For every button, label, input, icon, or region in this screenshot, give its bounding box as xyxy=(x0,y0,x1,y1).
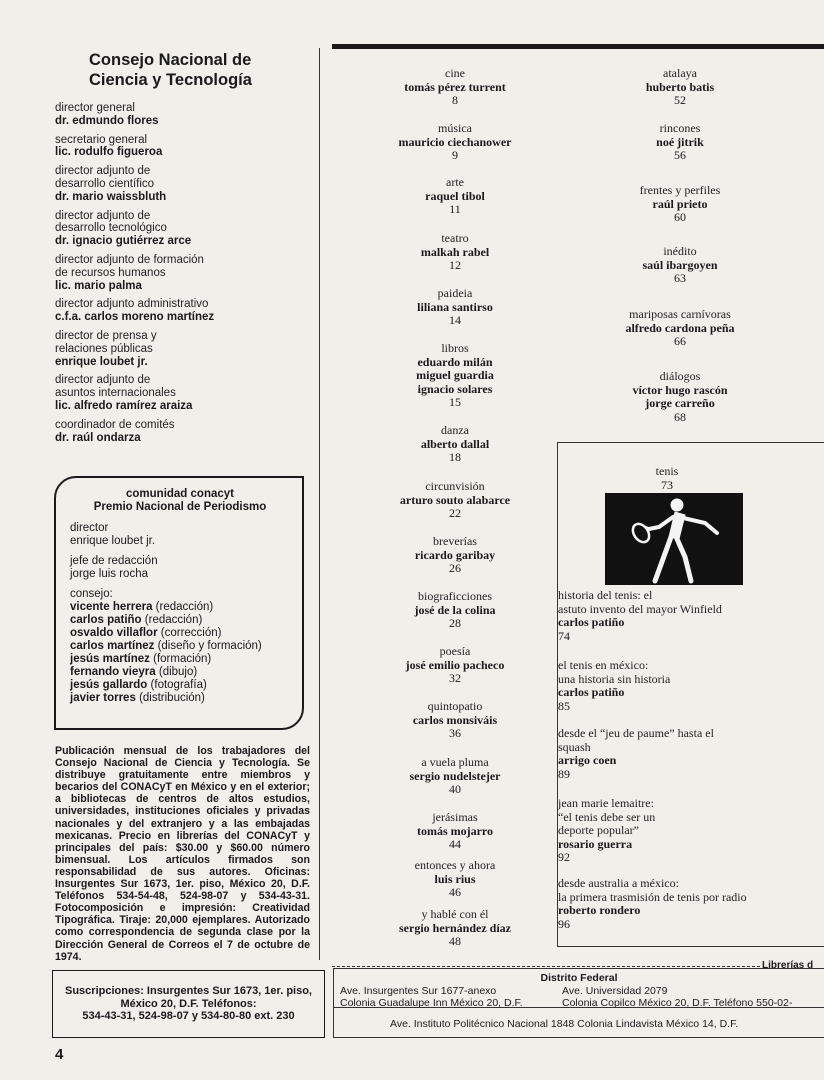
toc-page: 48 xyxy=(449,934,461,948)
article-title-line: astuto invento del mayor Winfield xyxy=(558,601,722,616)
toc-section: breverías xyxy=(433,534,477,548)
toc-author: raúl prieto xyxy=(652,196,708,211)
toc-section: biograficciones xyxy=(418,589,492,603)
bookstore-address-3: Ave. Universidad 2079 xyxy=(562,985,668,997)
toc-entry xyxy=(595,122,765,163)
board-member-name: vicente herrera xyxy=(70,601,153,613)
toc-section: circunvisión xyxy=(425,479,485,493)
board-member-role: (diseño y formación) xyxy=(157,640,262,652)
article-page: 89 xyxy=(558,766,570,781)
toc-author: jorge carreño xyxy=(645,396,715,410)
article-title-line: la primera trasmisión de tenis por radio xyxy=(558,889,747,904)
board-label: consejo: xyxy=(70,588,113,600)
toc-section: quintopatio xyxy=(427,699,483,713)
board-member xyxy=(70,640,290,653)
bookstores-dash xyxy=(332,966,760,967)
article-title-line: desde australia a méxico: xyxy=(558,876,679,890)
staff-entry xyxy=(55,298,315,324)
staff-role: director de prensa y xyxy=(55,329,157,342)
section-name: tenis xyxy=(655,464,679,478)
article-author: arrigo coen xyxy=(558,753,617,767)
toc-section: danza xyxy=(441,423,469,437)
toc-page: 66 xyxy=(674,334,686,348)
staff-entry xyxy=(55,374,315,412)
toc-author: arturo souto alabarce xyxy=(399,492,511,507)
toc-section: entonces y ahora xyxy=(414,858,496,872)
org-name-line2: Ciencia y Tecnología xyxy=(89,71,252,89)
toc-entry xyxy=(360,908,550,949)
toc-author: josé de la colina xyxy=(414,602,496,617)
toc-page: 56 xyxy=(674,148,686,162)
article-author: roberto rondero xyxy=(558,903,641,917)
article-author: carlos patiño xyxy=(558,615,625,629)
toc-section: atalaya xyxy=(663,66,697,80)
board-member-name: carlos martínez xyxy=(70,640,155,652)
toc-author: miguel guardia xyxy=(416,368,494,382)
staff-name: enrique loubet jr. xyxy=(55,355,148,368)
toc-entry xyxy=(360,287,550,328)
toc-entry xyxy=(360,232,550,273)
director-group xyxy=(70,522,290,548)
toc-author: alberto dallal xyxy=(420,436,490,451)
board-member-name: osvaldo villaflor xyxy=(70,627,158,639)
staff-name: dr. raúl ondarza xyxy=(55,431,141,444)
bookstore-address-1: Ave. Insurgentes Sur 1677-anexo xyxy=(340,985,497,997)
toc-entry xyxy=(360,859,550,900)
toc-page: 44 xyxy=(449,837,461,851)
staff-name: lic. alfredo ramírez araiza xyxy=(55,399,193,412)
toc-section: cine xyxy=(445,66,465,80)
board-member-role: (redacción) xyxy=(144,614,203,626)
staff-role: asuntos internacionales xyxy=(55,387,176,400)
staff-role: director general xyxy=(55,102,135,114)
board-group xyxy=(70,588,290,705)
staff-list xyxy=(55,102,315,444)
toc-page: 15 xyxy=(449,395,461,409)
board-member xyxy=(70,692,290,705)
toc-entry xyxy=(360,645,550,686)
toc-page: 32 xyxy=(449,671,461,685)
toc-entry xyxy=(360,535,550,576)
board-member-role: (dibujo) xyxy=(158,666,198,678)
toc-author: ignacio solares xyxy=(417,381,493,396)
toc-entry xyxy=(360,811,550,852)
conacyt-credits-box xyxy=(54,476,304,730)
box-heading-line2: Premio Nacional de Periodismo xyxy=(93,501,267,513)
toc-section: inédito xyxy=(663,244,697,258)
tennis-player-icon xyxy=(605,493,743,585)
toc-page: 14 xyxy=(449,313,461,327)
article-title-line: una historia sin historia xyxy=(558,671,671,686)
board-member xyxy=(70,627,290,640)
toc-author: tomás mojarro xyxy=(416,823,494,838)
article-title-line: el tenis en méxico: xyxy=(558,658,649,672)
board-member xyxy=(70,653,290,666)
article-title-line: historia del tenis: el xyxy=(558,588,653,602)
editor-name: jorge luis rocha xyxy=(70,568,148,580)
toc-section: a vuela pluma xyxy=(421,755,489,769)
board-member-name: carlos patiño xyxy=(70,614,142,626)
staff-role: director adjunto de formación xyxy=(55,253,204,266)
subscriptions-line1: Suscripciones: Insurgentes Sur 1673, 1er. piso, xyxy=(65,985,312,997)
article-page: 85 xyxy=(558,698,570,713)
masthead xyxy=(55,50,315,450)
staff-name: c.f.a. carlos moreno martínez xyxy=(55,311,215,324)
toc-section: libros xyxy=(441,341,469,355)
board-member-name: fernando vieyra xyxy=(70,666,156,678)
staff-entry xyxy=(55,254,315,292)
toc-entry xyxy=(595,308,765,349)
tennis-feature-box xyxy=(557,442,824,947)
bookstore-address-2: Colonia Guadalupe Inn México 20, D.F. xyxy=(340,997,523,1009)
toc-author: carlos monsiváis xyxy=(412,712,498,727)
article-page: 96 xyxy=(558,916,570,931)
org-name-line1: Consejo Nacional de xyxy=(89,51,252,69)
bookstore-address-4: Colonia Copilco México 20, D.F. Teléfono 550-02- xyxy=(562,997,793,1009)
toc-author: luis rius xyxy=(434,871,476,886)
staff-entry xyxy=(55,134,315,160)
bookstores-box xyxy=(333,968,824,1038)
toc-page: 11 xyxy=(449,202,461,216)
staff-name: lic. rodulfo figueroa xyxy=(55,146,163,159)
article-author: carlos patiño xyxy=(558,685,625,699)
bookstores-rule xyxy=(334,1007,824,1008)
bookstores-region: Distrito Federal xyxy=(540,972,618,984)
toc-entry xyxy=(360,590,550,631)
toc-page: 60 xyxy=(674,210,686,224)
tennis-player-photo xyxy=(605,493,743,585)
toc-section: paideia xyxy=(437,286,473,300)
article-author: rosario guerra xyxy=(558,836,633,851)
toc-page: 46 xyxy=(449,885,461,899)
board-member xyxy=(70,679,290,692)
toc-section: teatro xyxy=(441,231,469,245)
board-member xyxy=(70,666,290,679)
board-member-role: (formación) xyxy=(153,653,212,665)
toc-entry xyxy=(595,67,765,108)
board-member xyxy=(70,614,290,627)
board-member-name: jesús gallardo xyxy=(70,679,148,691)
tennis-article xyxy=(558,877,790,931)
director-name: enrique loubet jr. xyxy=(70,535,156,547)
toc-author: eduardo milán xyxy=(417,354,493,369)
editor-label: jefe de redacción xyxy=(70,555,158,567)
director-label: director xyxy=(70,522,109,534)
page-number: 4 xyxy=(55,1046,64,1063)
toc-middle-column xyxy=(360,0,550,1080)
column-divider xyxy=(319,48,320,960)
bookstores-heading: Librerías d xyxy=(762,960,814,971)
toc-author: víctor hugo rascón xyxy=(632,382,728,397)
staff-role: desarrollo tecnológico xyxy=(55,222,167,235)
staff-name: dr. mario waissbluth xyxy=(55,190,167,203)
toc-entry xyxy=(360,700,550,741)
toc-entry xyxy=(360,342,550,410)
article-title-line: jean marie lemaitre: xyxy=(558,796,654,810)
toc-author: mauricio ciechanower xyxy=(398,134,512,149)
toc-author: ricardo garibay xyxy=(414,547,496,562)
toc-page: 9 xyxy=(452,148,458,162)
toc-entry xyxy=(595,184,765,225)
toc-page: 40 xyxy=(449,782,461,796)
tennis-article xyxy=(558,727,790,781)
toc-entry xyxy=(360,176,550,217)
staff-name: dr. edmundo flores xyxy=(55,114,159,127)
toc-section: rincones xyxy=(659,121,701,135)
toc-author: noé jitrik xyxy=(656,134,704,149)
toc-entry xyxy=(360,122,550,163)
article-title-line: “el tenis debe ser un xyxy=(558,809,656,824)
staff-name: lic. mario palma xyxy=(55,279,142,292)
staff-role: director adjunto administrativo xyxy=(55,298,209,311)
toc-author: raquel tibol xyxy=(425,188,485,203)
article-title-line: squash xyxy=(558,739,591,754)
section-page: 73 xyxy=(661,477,673,492)
article-page: 74 xyxy=(558,628,570,643)
toc-entry xyxy=(360,424,550,465)
article-title-line: deporte popular” xyxy=(558,823,639,837)
subscriptions-line2: México 20, D.F. Teléfonos: xyxy=(120,997,257,1010)
toc-page: 68 xyxy=(674,409,686,424)
board-member-role: (fotografía) xyxy=(150,679,207,691)
staff-role: de recursos humanos xyxy=(55,266,166,279)
toc-right-column xyxy=(595,0,765,440)
subscriptions-line3: 534-43-31, 524-98-07 y 534-80-80 ext. 230 xyxy=(82,1010,295,1022)
toc-entry xyxy=(595,370,765,424)
toc-author: huberto batis xyxy=(645,79,715,94)
toc-entry xyxy=(360,480,550,521)
board-member xyxy=(70,601,290,614)
toc-author: liliana santirso xyxy=(417,299,493,314)
toc-page: 22 xyxy=(449,506,461,520)
toc-page: 18 xyxy=(449,450,461,464)
toc-section: poesía xyxy=(439,644,471,658)
board-member-name: javier torres xyxy=(70,692,136,704)
staff-role: relaciones públicas xyxy=(55,342,153,355)
staff-entry xyxy=(55,165,315,203)
toc-page: 12 xyxy=(449,258,461,272)
toc-author: alfredo cardona peña xyxy=(625,320,735,335)
staff-name: dr. ignacio gutiérrez arce xyxy=(55,235,192,248)
subscriptions-box xyxy=(52,970,325,1038)
tennis-article xyxy=(558,589,790,643)
board-list xyxy=(70,601,290,705)
toc-author: josé emilio pacheco xyxy=(405,657,505,672)
staff-role: director adjunto de xyxy=(55,374,151,387)
toc-entry xyxy=(360,756,550,797)
staff-role: director adjunto de xyxy=(55,209,151,222)
toc-page: 52 xyxy=(674,93,686,107)
box-heading xyxy=(70,488,290,514)
board-member-name: jesús martínez xyxy=(70,653,150,665)
toc-author: sergio hernández díaz xyxy=(399,920,511,935)
toc-section: jerásimas xyxy=(432,810,478,824)
staff-role: desarrollo científico xyxy=(55,177,155,190)
toc-author: saúl ibargoyen xyxy=(642,257,718,272)
toc-entry xyxy=(360,67,550,108)
toc-section: arte xyxy=(446,175,464,189)
toc-section: mariposas carnívoras xyxy=(629,307,731,321)
staff-role: coordinador de comités xyxy=(55,418,175,431)
toc-page: 26 xyxy=(449,561,461,575)
toc-page: 63 xyxy=(674,271,686,285)
editor-group xyxy=(70,555,290,581)
tennis-article xyxy=(558,797,790,865)
toc-page: 28 xyxy=(449,616,461,630)
toc-page: 36 xyxy=(449,726,461,740)
toc-section: diálogos xyxy=(659,369,701,383)
tennis-article xyxy=(558,659,790,713)
tennis-section xyxy=(558,465,776,492)
toc-entry xyxy=(595,245,765,286)
publication-info: Publicación mensual de los trabajadores del Consejo Nacional de Ciencia y Tecnología. Se distribuye gratuitamente entre miembros y becarios del CONACyT en México y en el exterior; a bibliotecas de centros de altos estudios, universidades, instituciones oficiales y privadas nacionales y del extranjero y a las embajadas mexicanas. Precio en librerías del CONACyT y principales del país: $30.00 y $60.00 número bimensual. Los artículos firmados son responsabilidad de sus autores. Oficinas: Insurgentes Sur 1673, 1er. piso, México 20, D.F. Teléfonos 534-54-48, 524-98-07 y 534-43-31. Fotocomposición e impresión: Creatividad Tipográfica. Tiraje: 20,000 ejemplares. Autorizado como correspondencia de segunda clase por la Dirección General de Correos el 7 de octubre de 1974. xyxy=(55,745,310,963)
board-member-role: (distribución) xyxy=(139,692,205,704)
board-member-role: (redacción) xyxy=(155,601,214,613)
article-title-line: desde el “jeu de paume” hasta el xyxy=(558,726,714,740)
toc-section: y hablé con él xyxy=(421,907,489,921)
toc-page: 8 xyxy=(452,93,458,107)
toc-author: sergio nudelstejer xyxy=(409,768,501,783)
staff-role: secretario general xyxy=(55,133,148,146)
staff-entry xyxy=(55,419,315,445)
board-member-role: (corrección) xyxy=(160,627,222,639)
staff-entry xyxy=(55,210,315,248)
toc-section: música xyxy=(438,121,472,135)
toc-author: tomás pérez turrent xyxy=(404,79,506,94)
box-heading-line1: comunidad conacyt xyxy=(126,488,234,500)
staff-entry xyxy=(55,330,315,368)
staff-entry xyxy=(55,102,315,128)
staff-role: director adjunto de xyxy=(55,165,151,178)
article-page: 92 xyxy=(558,850,570,864)
toc-author: malkah rabel xyxy=(420,244,490,259)
toc-section: frentes y perfiles xyxy=(639,183,721,197)
bookstore-address-5: Ave. Instituto Politécnico Nacional 1848 Colonia Lindavista México 14, D.F. xyxy=(390,1018,739,1030)
